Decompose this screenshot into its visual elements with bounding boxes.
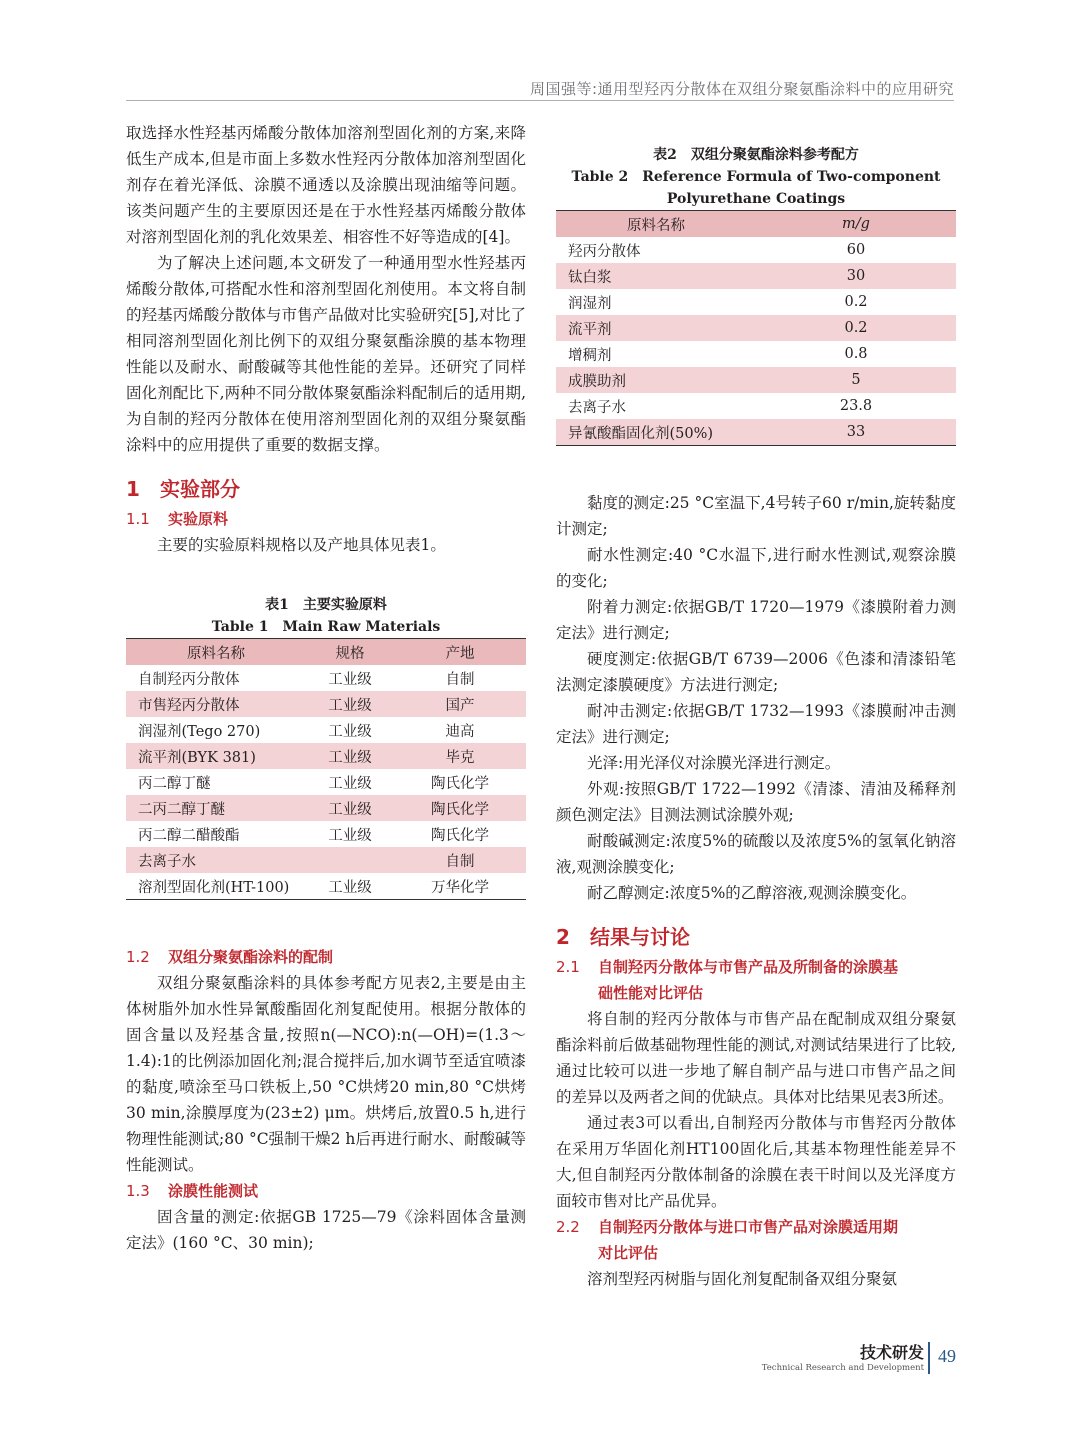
header-divider [126,100,954,101]
table2 [556,210,956,446]
table-header: m/g [756,211,956,238]
table-row: 去离子水 自制 [126,847,526,873]
right-column [556,144,956,1292]
left-column [126,120,526,1256]
table-row: 市售羟丙分散体 工业级 国产 [126,691,526,717]
paragraph: 硬度测定:依据GB/T 6739—2006《色漆和清漆铅笔法测定漆膜硬度》方法进行测定; [556,650,956,694]
paragraph: 溶剂型羟丙树脂与固化剂复配制备双组分聚氨 [587,1270,898,1288]
paragraph: 耐乙醇测定:浓度5%的乙醇溶液,观测涂膜变化。 [587,884,917,902]
section-heading: 2 结果与讨论 [556,925,690,949]
subsection-heading: 2.2 自制羟丙分散体与进口市售产品对涂膜适用期 [556,1218,899,1236]
paragraph: 耐冲击测定:依据GB/T 1732—1993《漆膜耐冲击测定法》进行测定; [556,702,956,746]
subsection-heading: 1.1 实验原料 [126,510,229,528]
paragraph: 双组分聚氨酯涂料的具体参考配方见表2,主要是由主体树脂外加水性异氰酸酯固化剂复配使用。根据分散体的固含量以及羟基含量,按照n(—NCO):n(—OH)=(1.3～1.4):1的比例添加固化剂;混合搅拌后,加水调节至适宜喷漆的黏度,喷涂至马口铁板上,50 °C烘烤20 min,80 °C烘烤30 min,涂膜厚度为(23±2) μm。烘烤后,放置0.5 h,进行物理性能测试;80 °C强制干燥2 h后再进行耐水、耐酸碱等性能测试。 [126,974,526,1174]
paragraph: 耐酸碱测定:浓度5%的硫酸以及浓度5%的氢氧化钠溶液,观测涂膜变化; [556,832,956,876]
table2-caption-en: Table 2 Reference Formula of Two-component [571,169,941,185]
paragraph: 黏度的测定:25 °C室温下,4号转子60 r/min,旋转黏度计测定; [556,494,956,538]
table1-caption-zh: 表1 主要实验原料 [265,597,387,613]
paragraph: 固含量的测定:依据GB 1725—79《涂料固体含量测定法》(160 °C、30 min); [126,1208,526,1252]
table-header: 产地 [394,639,526,666]
table1-caption-en: Table 1 Main Raw Materials [211,619,441,635]
table-row: 溶剂型固化剂(HT-100) 工业级 万华化学 [126,873,526,900]
running-header: 周国强等:通用型羟丙分散体在双组分聚氨酯涂料中的应用研究 [529,80,954,98]
paragraph: 耐水性测定:40 °C水温下,进行耐水性测试,观察涂膜的变化; [556,546,956,590]
table-row: 成膜助剂 5 [556,367,956,393]
table-header: 规格 [306,639,394,666]
table-row: 丙二醇丁醚 工业级 陶氏化学 [138,775,489,792]
table1 [126,638,526,900]
table-row: 去离子水 23.8 [568,398,873,416]
table2-caption-en: Polyurethane Coatings [666,191,846,207]
footer-journal-section: 技术研发 [859,1343,924,1362]
paragraph: 将自制的羟丙分散体与市售产品在配制成双组分聚氨酯涂料前后做基础物理性能的测试,对测试结果进行了比较,通过比较可以进一步地了解自制产品与进口市售产品之间的差异以及两者之间的优缺点。具体对比结果见表3所述。 [556,1010,956,1106]
table-row: 润湿剂(Tego 270) 工业级 迪高 [138,723,475,740]
table2-caption-zh: 表2 双组分聚氨酯涂料参考配方 [653,147,859,163]
paragraph: 附着力测定:依据GB/T 1720—1979《漆膜附着力测定法》进行测定; [556,598,956,642]
paragraph: 取选择水性羟基丙烯酸分散体加溶剂型固化剂的方案,来降低生产成本,但是市面上多数水性羟丙分散体加溶剂型固化剂存在着光泽低、涂膜不通透以及涂膜出现油缩等问题。该类问题产生的主要原因还是在于水性羟基丙烯酸分散体对溶剂型固化剂的乳化效果差、相容性不好等造成的[4]。 [126,124,526,246]
subsection-heading: 1.3 涂膜性能测试 [126,1182,259,1200]
table-row: 钛白浆 30 [556,263,956,289]
table-row: 润湿剂 0.2 [568,294,868,312]
subsection-heading: 1.2 双组分聚氨酯涂料的配制 [126,948,334,966]
footer-journal-section-en: Technical Research and Development [761,1363,924,1373]
table-row: 增稠剂 0.8 [568,346,868,364]
table-header: 原料名称 [126,639,306,666]
table-row: 流平剂(BYK 381) 工业级 毕克 [126,743,526,769]
subsection-heading-cont: 对比评估 [598,1244,659,1262]
section-heading: 1 实验部分 [126,477,240,501]
paragraph: 为了解决上述问题,本文研发了一种通用型水性羟基丙烯酸分散体,可搭配水性和溶剂型固化剂使用。本文将自制的羟基丙烯酸分散体与市售产品做对比实验研究[5],对比了相同溶剂型固化剂比例下的双组分聚氨酯涂膜的基本物理性能以及耐水、耐酸碱等其他性能的差异。还研究了同样固化剂配比下,两种不同分散体聚氨酯涂料配制后的适用期,为自制的羟丙分散体在使用溶剂型固化剂的双组分聚氨酯涂料中的应用提供了重要的数据支撑。 [126,254,526,454]
footer-divider [928,1342,930,1374]
table-header: 原料名称 [556,211,756,238]
table-row: 异氰酸酯固化剂(50%) 33 [556,419,956,446]
table-row: 二丙二醇丁醚 工业级 陶氏化学 [126,795,526,821]
paragraph: 通过表3可以看出,自制羟丙分散体与市售羟丙分散体在采用万华固化剂HT100固化后,其基本物理性能差异不大,但自制羟丙分散体制备的涂膜在表干时间以及光泽度方面较市售对比产品优异。 [556,1114,956,1210]
table-row: 羟丙分散体 60 [568,242,866,260]
table-row: 丙二醇二醋酸酯 工业级 陶氏化学 [138,827,489,844]
subsection-heading-cont: 础性能对比评估 [598,984,704,1002]
paragraph: 外观:按照GB/T 1722—1992《清漆、清油及稀释剂颜色测定法》目测法测试涂膜外观; [556,780,956,824]
page-number: 49 [938,1346,956,1366]
subsection-heading: 2.1 自制羟丙分散体与市售产品及所制备的涂膜基 [556,958,899,976]
paragraph: 主要的实验原料规格以及产地具体见表1。 [157,536,446,554]
paragraph: 光泽:用光泽仪对涂膜光泽进行测定。 [587,754,841,772]
table-row: 流平剂 0.2 [556,315,956,341]
table-row: 自制羟丙分散体 工业级 自制 [138,671,475,688]
